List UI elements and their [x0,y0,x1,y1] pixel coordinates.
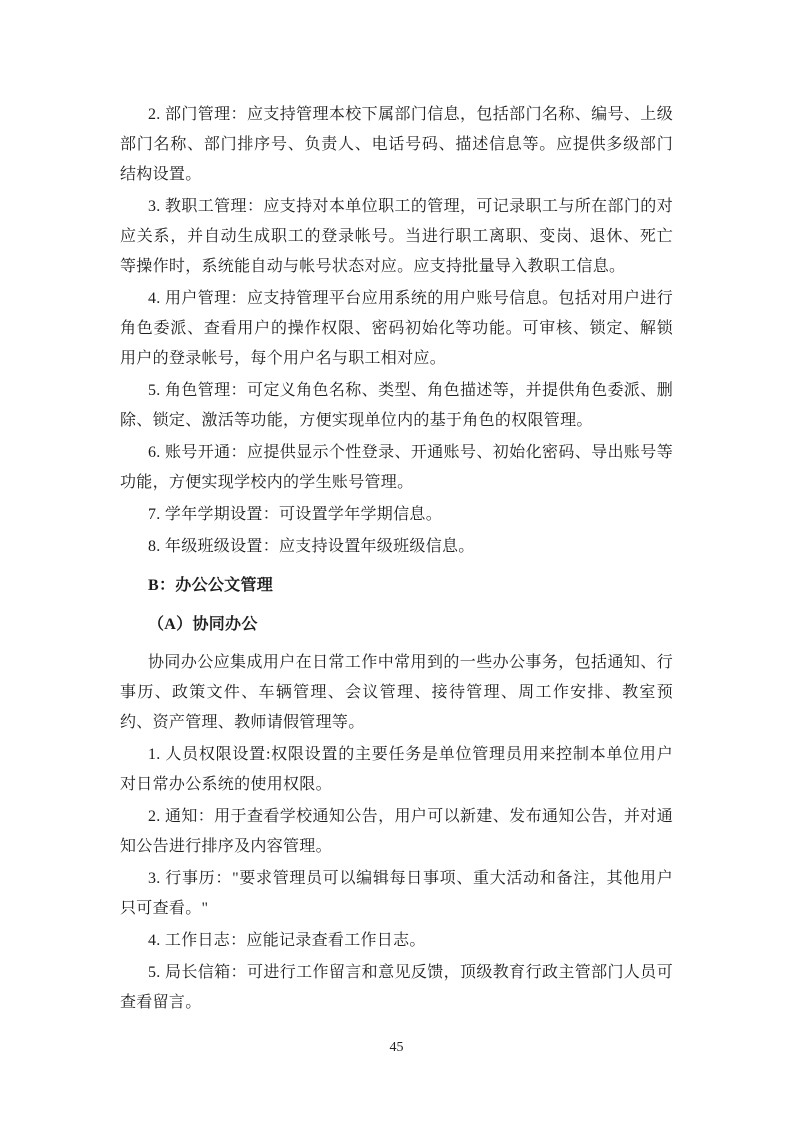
paragraph-calendar: 3. 行事历："要求管理员可以编辑每日事项、重大活动和备注，其他用户只可查看。" [120,870,673,917]
paragraph-grade-class-settings: 8. 年级班级设置：应支持设置年级班级信息。 [148,538,475,555]
heading-office-document-management: B：办公公文管理 [148,577,274,594]
page-content [120,100,673,1020]
paragraph-notifications: 2. 通知：用于查看学校通知公告，用户可以新建、发布通知公告，并对通知公告进行排序及内容管理。 [120,808,673,855]
paragraph-dept-management: 2. 部门管理：应支持管理本校下属部门信息，包括部门名称、编号、上级部门名称、部门排序号、负责人、电话号码、描述信息等。应提供多级部门结构设置。 [120,106,673,183]
paragraph-staff-management: 3. 教职工管理：应支持对本单位职工的管理，可记录职工与所在部门的对应关系，并自动生成职工的登录帐号。当进行职工离职、变岗、退休、死亡等操作时，系统能自动与帐号状态对应。应支持批量导入教职工信息。 [120,198,673,275]
page-number: 45 [389,1040,404,1055]
heading-collaborative-office: （A）协同办公 [148,616,258,633]
paragraph-user-management: 4. 用户管理：应支持管理平台应用系统的用户账号信息。包括对用户进行角色委派、查看用户的操作权限、密码初始化等功能。可审核、锁定、解锁用户的登录帐号，每个用户名与职工相对应。 [120,290,673,367]
paragraph-permission-settings: 1. 人员权限设置:权限设置的主要任务是单位管理员用来控制本单位用户对日常办公系统的使用权限。 [120,746,673,793]
paragraph-collaborative-intro: 协同办公应集成用户在日常工作中常用到的一些办公事务，包括通知、行事历、政策文件、车辆管理、会议管理、接待管理、周工作安排、教室预约、资产管理、教师请假管理等。 [120,654,673,731]
paragraph-semester-settings: 7. 学年学期设置：可设置学年学期信息。 [148,506,443,523]
paragraph-work-log: 4. 工作日志：应能记录查看工作日志。 [148,932,426,949]
paragraph-director-mailbox: 5. 局长信箱：可进行工作留言和意见反馈，顶级教育行政主管部门人员可查看留言。 [120,964,673,1011]
paragraph-role-management: 5. 角色管理：可定义角色名称、类型、角色描述等，并提供角色委派、删除、锁定、激活等功能，方便实现单位内的基于角色的权限管理。 [120,382,673,429]
paragraph-account-opening: 6. 账号开通：应提供显示个性登录、开通账号、初始化密码、导出账号等功能，方便实现学校内的学生账号管理。 [120,444,673,491]
